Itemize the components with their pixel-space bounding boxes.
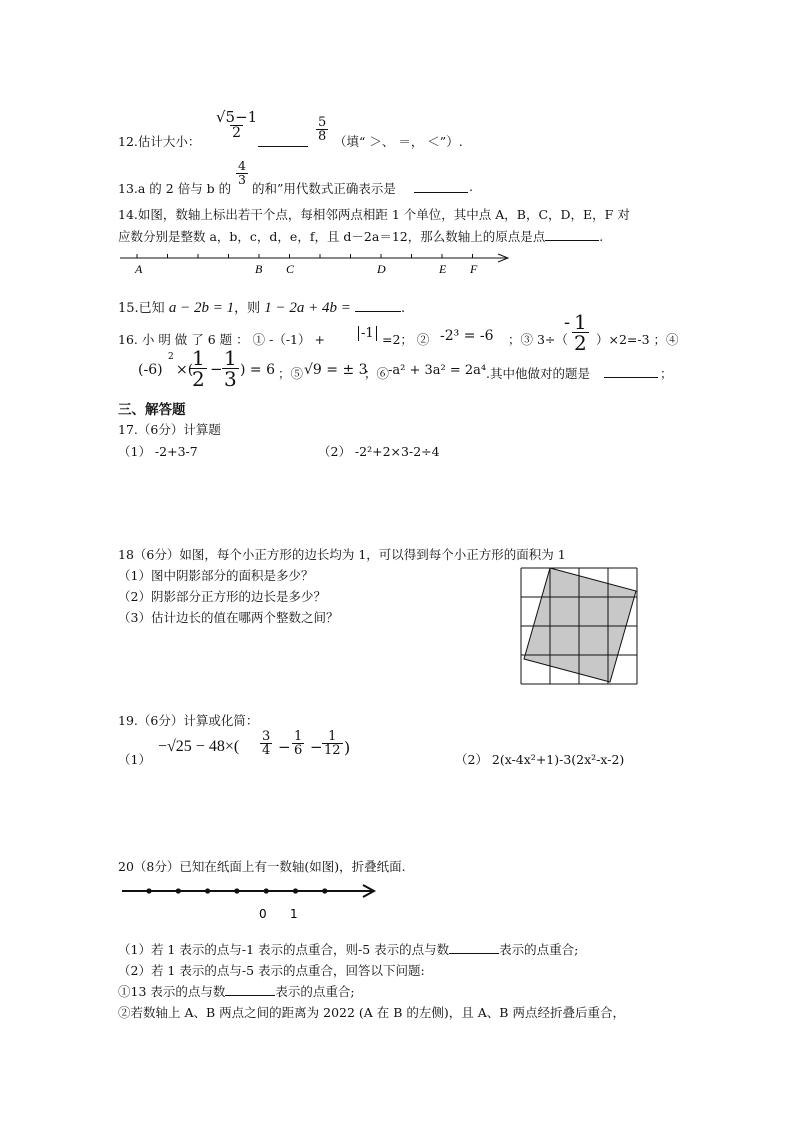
q16-item4-frac2-den: 3 [224,367,237,391]
q15-mid: ，则 [234,301,261,316]
q14-label-e: E [439,262,447,276]
q16-text-2: =2； ② [382,332,430,347]
q14-line-2 [118,227,603,245]
q16-item4-base: (-6) [138,362,163,378]
q12-prefix: 12.估计大小： [118,134,201,149]
q13-frac-num: 4 [238,158,246,173]
q12-frac1-num: √5−1 [216,108,258,126]
q13-end: . [469,179,473,194]
q16-neg-fraction [572,312,589,353]
q13-suffix: 的和”用代数式正确表示是 [252,181,396,196]
q15-prefix: 15.已知 [118,301,165,316]
q20-sub-1-a: （1）若 1 表示的点与-1 表示的点重合，则-5 表示的点与数 [118,942,450,957]
q12-frac1-den: 2 [232,125,242,141]
q20-sub-1-b: 表示的点重合; [499,942,579,957]
q20-number-line [118,880,388,920]
q20-dot [234,888,239,893]
q19-frac3-num: 1 [328,729,337,744]
q14-label-b: B [255,262,263,276]
q13-answer-blank[interactable] [414,180,468,193]
q20-tick-1: 1 [290,907,298,920]
q20-sub-1 [118,940,578,958]
q16-answer-blank[interactable] [604,365,658,378]
q17-part-2: （2） -2²+2×3-2÷4 [318,444,440,459]
q13-fraction [236,160,248,186]
q17-part-1: （1） -2+3-7 [118,444,198,459]
q20-sub-2-1-b: 表示的点重合; [275,984,355,999]
q20-dot [176,888,181,893]
q16-item4-exponent: 2 [168,352,174,362]
q16-item6: -a² + 3a² = 2a⁴ [388,363,487,378]
q16-sep6: ；⑥ [364,366,390,381]
q14-line-2-text: 应数分别是整数 a，b，c，d，e，f，且 d－2a＝12，那么数轴上的原点是点 [118,229,546,244]
q16-text-3: ；③ 3÷（ [508,332,568,347]
q16-item4-frac-1 [190,348,207,389]
q19-p1-end: ) [344,738,351,757]
q14-label-d: D [377,262,386,276]
q12-answer-blank[interactable] [258,134,308,147]
q20-dot [322,888,327,893]
q12-fraction-2 [316,116,328,143]
q19-frac-2 [292,730,304,757]
q18-sub-3: （3）估计边长的值在哪两个整数之间？ [118,610,339,625]
q16-item4-end: ) = 6 [240,362,275,378]
q18-shaded-square [524,568,636,682]
q20-sub-2-2: ②若数轴上 A、B 两点之间的距离为 2022 (A 在 B 的左侧)，且 A、B 两点经折叠后重合， [118,1005,625,1020]
q16-item4-frac2-num: 1 [224,346,237,370]
q17-title: 17.（6分）计算题 [118,422,221,437]
q20-sub-2-1 [118,982,355,1000]
q16-item4-frac1-den: 2 [192,367,205,391]
q19-p1-expr: −√25 − 48×( [158,738,240,755]
q20-dot [146,888,151,893]
q18-grid-lines [521,568,637,684]
q19-frac1-den: 4 [262,743,271,758]
q20-sub-2-1-a: ①13 表示的点与数 [118,984,226,999]
q12-fraction-1 [214,110,259,140]
q19-part-1 [118,730,418,770]
q19-frac2-num: 1 [294,729,303,744]
q14-label-c: C [286,262,295,276]
q16-text-4: ）×2=-3 ；④ [596,332,679,347]
q16-sep5: ；⑤ [278,366,304,381]
q14-ticks [137,254,473,258]
q16-end: ； [660,366,673,381]
q20-tick-0: 0 [259,907,267,920]
q19-title: 19.（6分）计算或化简： [118,713,259,728]
q12-suffix: （填“ ＞、 ＝， ＜”）. [334,134,463,149]
q20-dot [293,888,298,893]
q14-line-1: 14.如图，数轴上标出若干个点，每相邻两点相距 1 个单位，其中点 A，B，C，D，E，F 对 [118,207,630,222]
q16-neg-sign: - [564,312,571,333]
q20-sub-1-blank[interactable] [449,941,499,954]
q14-answer-blank[interactable] [545,228,599,241]
q16-item4-frac1-num: 1 [192,346,205,370]
q18-sub-2: （2）阴影部分正方形的边长是多少？ [118,589,326,604]
section-3-title: 三、解答题 [118,402,186,418]
q16-item4-mid: ×( [176,362,194,378]
q12-frac2-den: 8 [318,129,327,144]
q19-frac2-den: 6 [294,743,303,758]
q19-part-2: （2） 2(x-4x²+1)-3(2x²-x-2) [455,752,625,767]
q20-dot [205,888,210,893]
q16-item4-frac-2 [222,348,239,389]
q14-label-f: F [470,262,478,276]
q20-sub-2-1-blank[interactable] [225,983,275,996]
q16-neg-frac-den: 2 [574,331,587,355]
q14-number-line [118,248,518,278]
q16-neg-frac-num: 1 [574,310,587,334]
q20-sub-2: （2）若 1 表示的点与-5 表示的点重合，回答以下问题: [118,963,425,978]
q19-minus-1: − [278,738,291,756]
q16-item4-minus: − [210,360,223,378]
q15-given: a − 2b = 1 [168,300,235,316]
q13-frac-den: 3 [238,171,246,187]
q16-item5: √9 = ± 3 [304,362,368,378]
q16-text-1: 16. 小 明 做 了 6 题 ： ① -（-1） + [118,332,325,347]
q18-grid-figure [520,567,640,687]
q16-block [118,310,679,391]
q19-frac3-den: 12 [324,743,341,758]
q18-title: 18（6分）如图，每个小正方形的边长均为 1，可以得到每个小正方形的面积为 1 [118,547,566,562]
q16-tail: .其中他做对的题是 [486,366,590,381]
q19-frac1-num: 3 [262,729,271,744]
q12-frac2-num: 5 [318,115,327,130]
q15-answer-blank[interactable] [355,299,401,312]
q15-end: . [401,301,406,316]
q20-dot [264,888,269,893]
q19-frac-3 [322,730,343,757]
q19-frac-1 [260,730,272,757]
q14-label-a: A [135,262,143,276]
q16-item2: -2³ = -6 [440,328,494,344]
q19-minus-2: − [310,738,323,756]
q15-expr: 1 − 2a + 4b = [264,300,351,316]
q16-abs-value: -1 [358,326,377,341]
q14-end: . [599,229,604,244]
q18-sub-1: （1）图中阴影部分的面积是多少？ [118,568,314,583]
q19-p1-label: （1） [118,752,151,767]
q13-prefix: 13.a 的 2 倍与 b 的 [118,181,232,196]
q20-title: 20（8分）已知在纸面上有一数轴(如图)，折叠纸面. [118,859,406,874]
